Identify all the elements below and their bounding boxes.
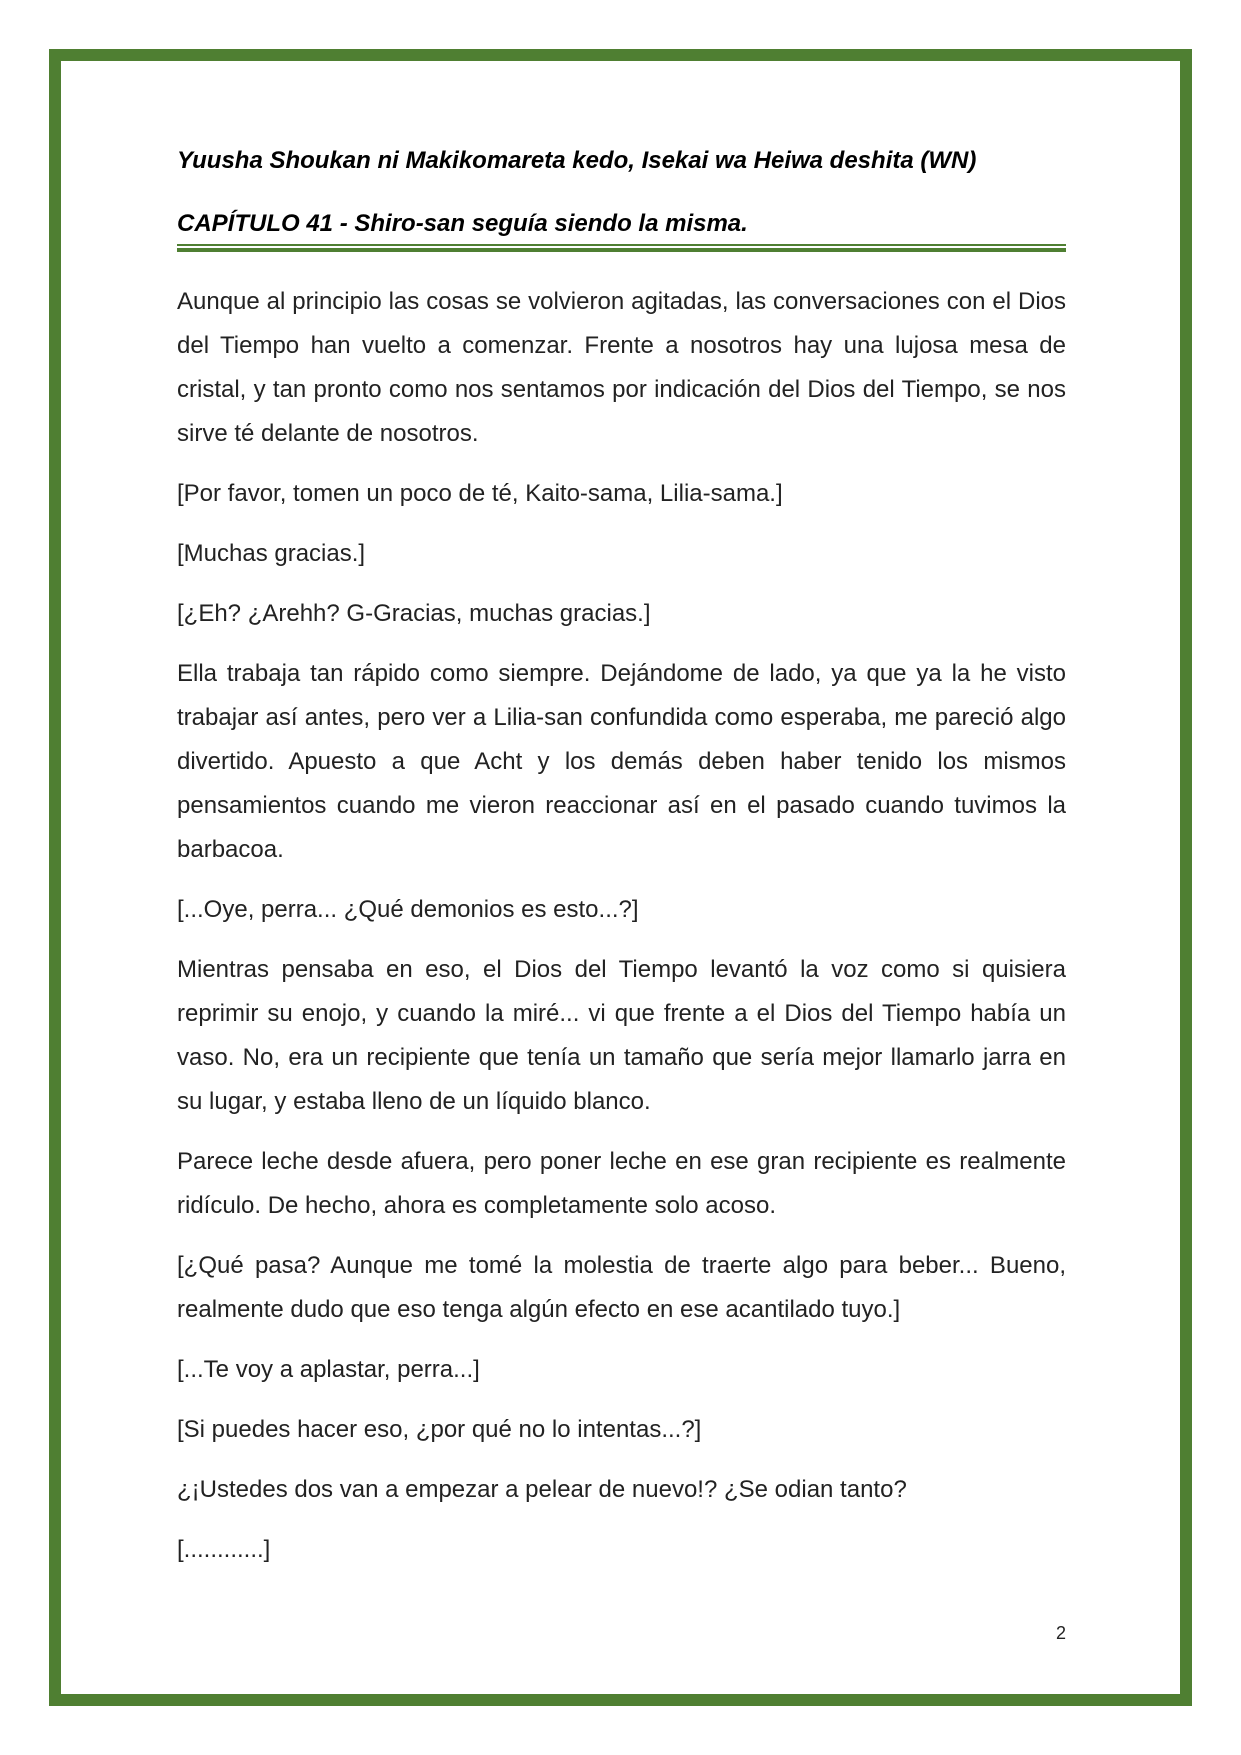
paragraph: [Si puedes hacer eso, ¿por qué no lo intentas...?] xyxy=(177,1416,702,1443)
chapter-title: CAPÍTULO 41 - Shiro-san seguía siendo la misma. xyxy=(177,210,748,237)
paragraph: [Por favor, tomen un poco de té, Kaito-sama, Lilia-sama.] xyxy=(177,480,783,507)
paragraph: Aunque al principio las cosas se volvieron agitadas, las conversaciones con el Dios del Tiempo han vuelto a comenzar. Frente a nosotros hay una lujosa mesa de cristal, y tan pronto como nos sentamos por indicación del Dios del Tiempo, se nos sirve té delante de nosotros. xyxy=(177,288,1066,447)
paragraph: [¿Eh? ¿Arehh? G-Gracias, muchas gracias.] xyxy=(177,600,651,627)
paragraph: [Muchas gracias.] xyxy=(177,540,366,567)
paragraph: ¿¡Ustedes dos van a empezar a pelear de nuevo!? ¿Se odian tanto? xyxy=(177,1476,907,1503)
novel-title: Yuusha Shoukan ni Makikomareta kedo, Isekai wa Heiwa deshita (WN) xyxy=(177,147,977,174)
paragraph: [¿Qué pasa? Aunque me tomé la molestia de traerte algo para beber... Bueno, realmente dudo que eso tenga algún efecto en ese acantilado tuyo.] xyxy=(177,1252,1066,1323)
page-number: 2 xyxy=(1055,1623,1066,1643)
paragraph: Ella trabaja tan rápido como siempre. Dejándome de lado, ya que ya la he visto trabajar así antes, pero ver a Lilia-san confundida como esperaba, me pareció algo divertido. Apuesto a que Acht y los demás deben haber tenido los mismos pensamientos cuando me vieron reaccionar así en el pasado cuando tuvimos la barbacoa. xyxy=(177,660,1066,863)
paragraph: Parece leche desde afuera, pero poner leche en ese gran recipiente es realmente ridículo. De hecho, ahora es completamente solo acoso. xyxy=(177,1148,1066,1219)
paragraph: [...Te voy a aplastar, perra...] xyxy=(177,1356,480,1383)
paragraph: Mientras pensaba en eso, el Dios del Tiempo levantó la voz como si quisiera reprimir su enojo, y cuando la miré... vi que frente a el Dios del Tiempo había un vaso. No, era un recipiente que tenía un tamaño que sería mejor llamarlo jarra en su lugar, y estaba lleno de un líquido blanco. xyxy=(177,956,1066,1115)
paragraph: [............] xyxy=(177,1536,271,1563)
chapter-body xyxy=(177,280,1066,1588)
title-divider xyxy=(177,244,1066,252)
paragraph: [...Oye, perra... ¿Qué demonios es esto...?] xyxy=(177,896,639,923)
